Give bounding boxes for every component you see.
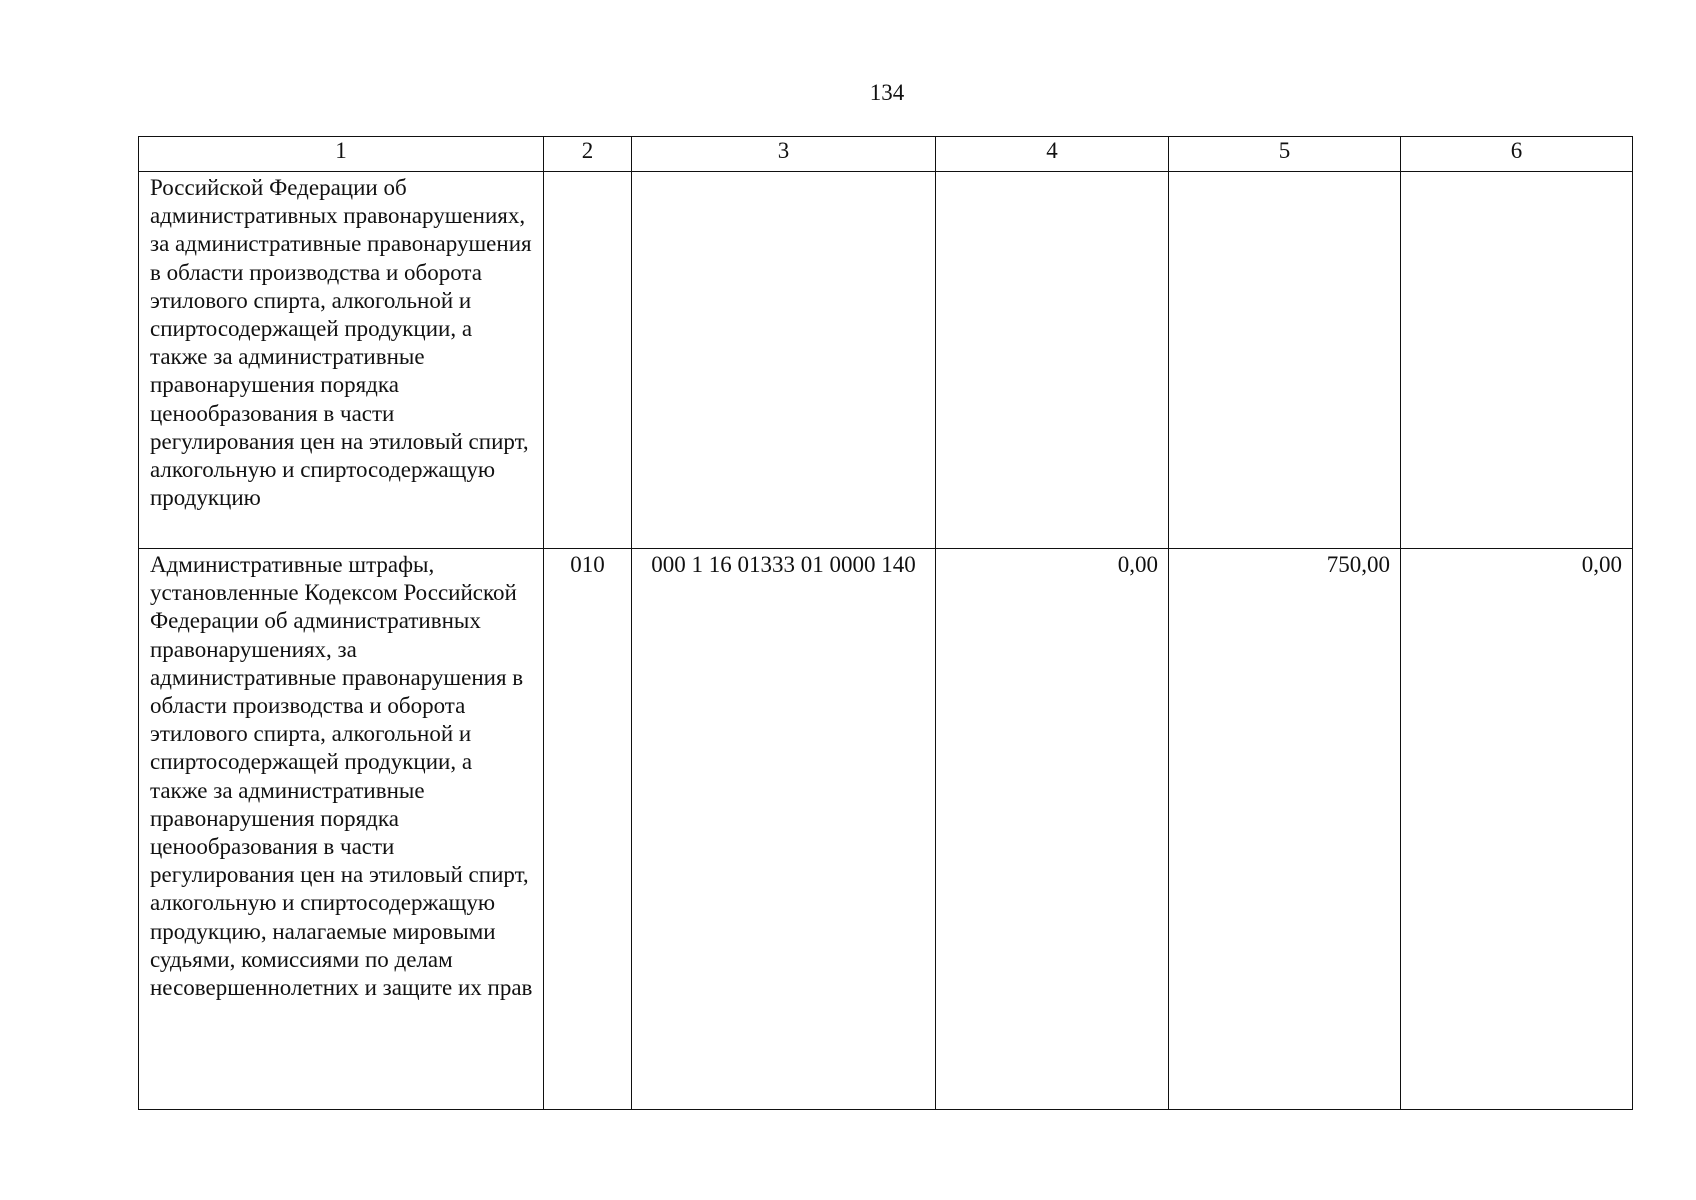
row-col4-value [936, 172, 1169, 549]
row-col5-value: 750,00 [1169, 549, 1401, 1110]
row-code: 010 [544, 549, 632, 1110]
page-number: 134 [869, 80, 905, 105]
row-description: Административные штрафы, установленные Кодексом Российской Федерации об административных правонарушениях, за административные правонарушения в области производства и оборота этилового спирта, алкогольной и спиртосодержащей продукции, а также за административные правонарушения порядка ценообразования в части регулирования цен на этиловый спирт, алкогольную и спиртосодержащую продукцию, налагаемые мировыми судьями, комиссиями по делам несовершеннолетних и защите их прав [139, 549, 544, 1110]
header-cell-1: 1 [139, 137, 544, 172]
row-col6-value: 0,00 [1401, 549, 1633, 1110]
row-description: Российской Федерации об административных правонарушениях, за административные правонарушения в области производства и оборота этилового спирта, алкогольной и спиртосодержащей продукции, а также за административные правонарушения порядка ценообразования в части регулирования цен на этиловый спирт, алкогольную и спиртосодержащую продукцию [139, 172, 544, 549]
header-cell-4: 4 [936, 137, 1169, 172]
row-col6-value [1401, 172, 1633, 549]
table-row [139, 172, 1633, 549]
table-header-row [139, 137, 1633, 172]
table-row [139, 549, 1633, 1110]
row-code [544, 172, 632, 549]
budget-table [138, 136, 1633, 1110]
header-cell-6: 6 [1401, 137, 1633, 172]
row-budget-classification-code [632, 172, 936, 549]
header-cell-5: 5 [1169, 137, 1401, 172]
header-cell-2: 2 [544, 137, 632, 172]
header-cell-3: 3 [632, 137, 936, 172]
row-col4-value: 0,00 [936, 549, 1169, 1110]
row-budget-classification-code: 000 1 16 01333 01 0000 140 [632, 549, 936, 1110]
row-col5-value [1169, 172, 1401, 549]
